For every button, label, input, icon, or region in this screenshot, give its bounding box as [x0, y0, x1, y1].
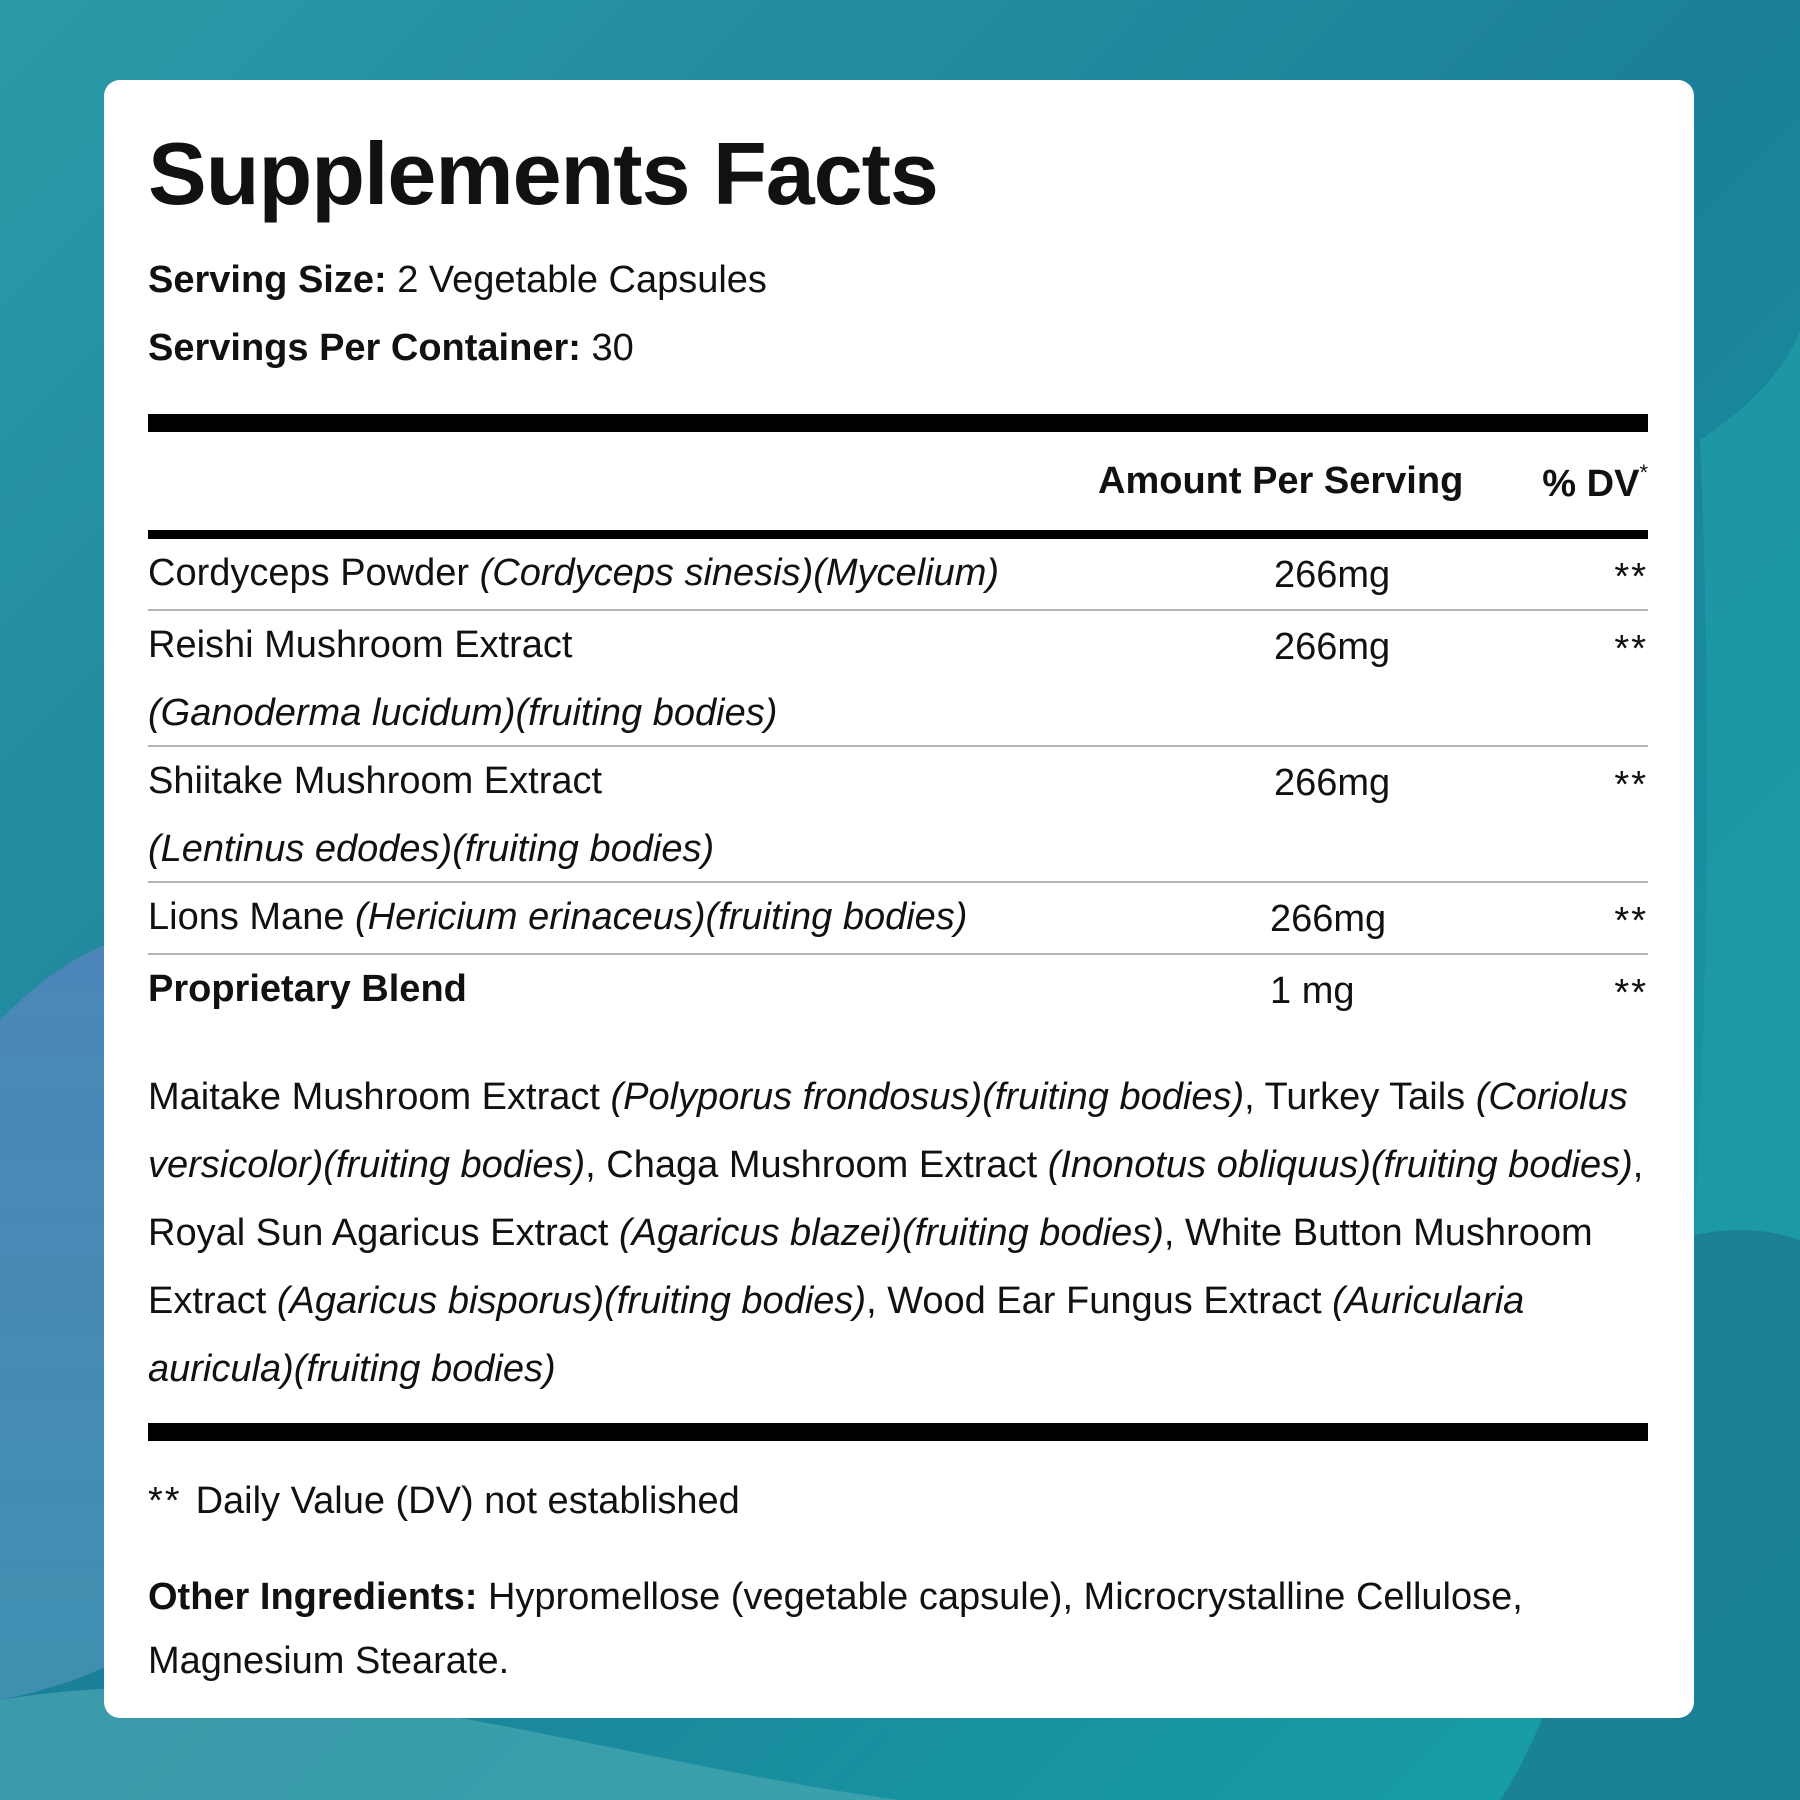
ingredient-dv: **	[1614, 628, 1648, 670]
blend-ingredient: Maitake Mushroom Extract (Polyporus frondosus)(fruiting bodies)	[148, 1076, 1245, 1118]
medium-divider	[148, 530, 1648, 539]
supplement-facts-panel	[104, 80, 1694, 1718]
table-header	[148, 432, 1648, 530]
other-ingredients-value: Hypromellose (vegetable capsule), Microcrystalline Cellulose, Magnesium Stearate.	[148, 1576, 1523, 1682]
serving-size-value: 2 Vegetable Capsules	[397, 259, 767, 301]
blend-ingredients: Maitake Mushroom Extract (Polyporus frondosus)(fruiting bodies), Turkey Tails (Coriolus versicolor)(fruiting bodies), Chaga Mushroom Extract (Inonotus obliquus)(fruiting bodies), Royal Sun Agaricus Extract (Agaricus blazei)(fruiting bodies), White Button Mushroom Extract (Agaricus bisporus)(fruiting bodies), Wood Ear Fungus Extract (Auricularia auricula)(fruiting bodies)	[148, 1076, 1644, 1390]
blend-name: Proprietary Blend	[148, 968, 467, 1010]
thick-divider	[148, 1423, 1648, 1441]
ingredient-latin: (Cordyceps sinesis)(Mycelium)	[479, 552, 1000, 594]
ingredient-latin: (Hericium erinaceus)(fruiting bodies)	[355, 896, 968, 938]
ingredient-dv: **	[1614, 900, 1648, 942]
ingredient-name: Lions Mane	[148, 896, 356, 938]
serving-size	[148, 246, 1648, 314]
table-row	[148, 611, 1648, 745]
panel-title: Supplements Facts	[148, 124, 938, 223]
footnote-text: Daily Value (DV) not established	[195, 1480, 740, 1522]
ingredient-amount: 266mg	[1274, 762, 1391, 804]
servings-per-container-label: Servings Per Container:	[148, 327, 581, 369]
blend-ingredient: Turkey Tails (Coriolus versicolor)(fruiting bodies)	[148, 1076, 1628, 1186]
footnote-marker: **	[148, 1480, 182, 1522]
ingredient-name: Reishi Mushroom Extract	[148, 624, 573, 666]
blend-ingredient: Wood Ear Fungus Extract (Auricularia auricula)(fruiting bodies)	[148, 1280, 1525, 1390]
servings-per-container-value: 30	[591, 327, 634, 369]
table-row	[148, 883, 1648, 953]
blend-ingredient: Royal Sun Agaricus Extract (Agaricus blazei)(fruiting bodies)	[148, 1212, 1164, 1254]
other-ingredients	[148, 1565, 1648, 1693]
ingredient-name: Shiitake Mushroom Extract	[148, 760, 603, 802]
blend-dv: **	[1614, 972, 1648, 1014]
table-row	[148, 747, 1648, 881]
blend-amount: 1 mg	[1270, 970, 1355, 1012]
ingredient-dv: **	[1614, 556, 1648, 598]
ingredient-amount: 266mg	[1270, 898, 1387, 940]
ingredient-latin: (Ganoderma lucidum)(fruiting bodies)	[148, 692, 778, 734]
other-ingredients-label: Other Ingredients:	[148, 1576, 478, 1618]
amount-per-serving-header: Amount Per Serving	[1098, 460, 1464, 502]
ingredient-latin: (Lentinus edodes)(fruiting bodies)	[148, 828, 715, 870]
servings-per-container	[148, 314, 1648, 382]
ingredient-name: Cordyceps Powder	[148, 552, 480, 594]
blend-ingredient: White Button Mushroom Extract (Agaricus bisporus)(fruiting bodies)	[148, 1212, 1593, 1322]
ingredient-amount: 266mg	[1274, 554, 1391, 596]
ingredient-dv: **	[1614, 764, 1648, 806]
thick-divider	[148, 414, 1648, 432]
daily-value-header: % DV*	[1542, 460, 1648, 505]
blend-ingredient: Chaga Mushroom Extract (Inonotus obliquus)(fruiting bodies)	[606, 1144, 1633, 1186]
proprietary-blend-row	[148, 955, 1648, 1025]
table-row	[148, 539, 1648, 609]
dv-footnote	[148, 1467, 1648, 1535]
ingredient-amount: 266mg	[1274, 626, 1391, 668]
serving-size-label: Serving Size:	[148, 259, 387, 301]
